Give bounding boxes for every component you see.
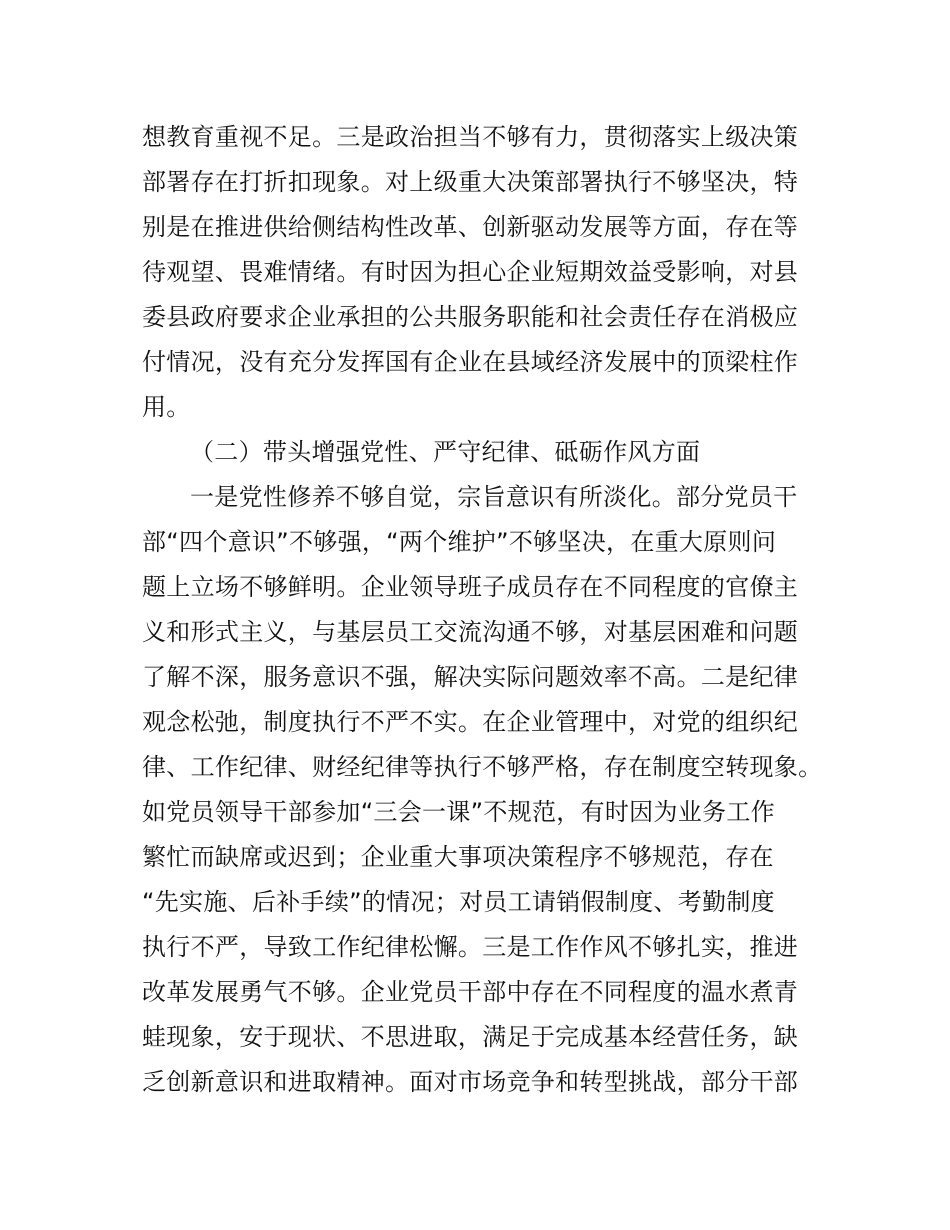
text-line: 乏创新意识和进取精神。面对市场竞争和转型挑战，部分干部 (142, 1068, 799, 1096)
text-line: “先实施、后补手续”的情况；对员工请销假制度、考勤制度 (142, 888, 775, 916)
text-line: 想教育重视不足。三是政治担当不够有力，贯彻落实上级决策 (142, 123, 799, 151)
text-line: 用。 (142, 393, 191, 421)
section-heading: （二）带头增强党性、严守纪律、砥砺作风方面 (190, 438, 701, 466)
text-line: 执行不严，导致工作纪律松懈。三是工作作风不够扎实，推进 (142, 933, 799, 961)
text-line: 题上立场不够鲜明。企业领导班子成员存在不同程度的官僚主 (142, 573, 799, 601)
text-line: 改革发展勇气不够。企业党员干部中存在不同程度的温水煮青 (142, 978, 799, 1006)
text-line: 律、工作纪律、财经纪律等执行不够严格，存在制度空转现象。 (142, 753, 823, 781)
text-line: 蛙现象，安于现状、不思进取，满足于完成基本经营任务，缺 (142, 1023, 799, 1051)
paragraph-first-line: 一是党性修养不够自觉，宗旨意识有所淡化。部分党员干 (190, 483, 798, 511)
text-line: 别是在推进供给侧结构性改革、创新驱动发展等方面，存在等 (142, 213, 799, 241)
text-line: 繁忙而缺席或迟到；企业重大事项决策程序不够规范，存在 (142, 843, 774, 871)
text-line: 付情况，没有充分发挥国有企业在县域经济发展中的顶梁柱作 (142, 348, 799, 376)
text-line: 观念松弛，制度执行不严不实。在企业管理中，对党的组织纪 (142, 708, 799, 736)
text-line: 委县政府要求企业承担的公共服务职能和社会责任存在消极应 (142, 303, 799, 331)
text-line: 部署存在打折扣现象。对上级重大决策部署执行不够坚决，特 (142, 168, 799, 196)
text-line: 义和形式主义，与基层员工交流沟通不够，对基层困难和问题 (142, 618, 799, 646)
text-line: 如党员领导干部参加“三会一课”不规范，有时因为业务工作 (142, 798, 775, 826)
text-line: 待观望、畏难情绪。有时因为担心企业短期效益受影响，对县 (142, 258, 799, 286)
text-line: 了解不深，服务意识不强，解决实际问题效率不高。二是纪律 (142, 663, 799, 691)
body-text (142, 115, 842, 1105)
text-line: 部“四个意识”不够强，“两个维护”不够坚决，在重大原则问 (142, 528, 777, 556)
